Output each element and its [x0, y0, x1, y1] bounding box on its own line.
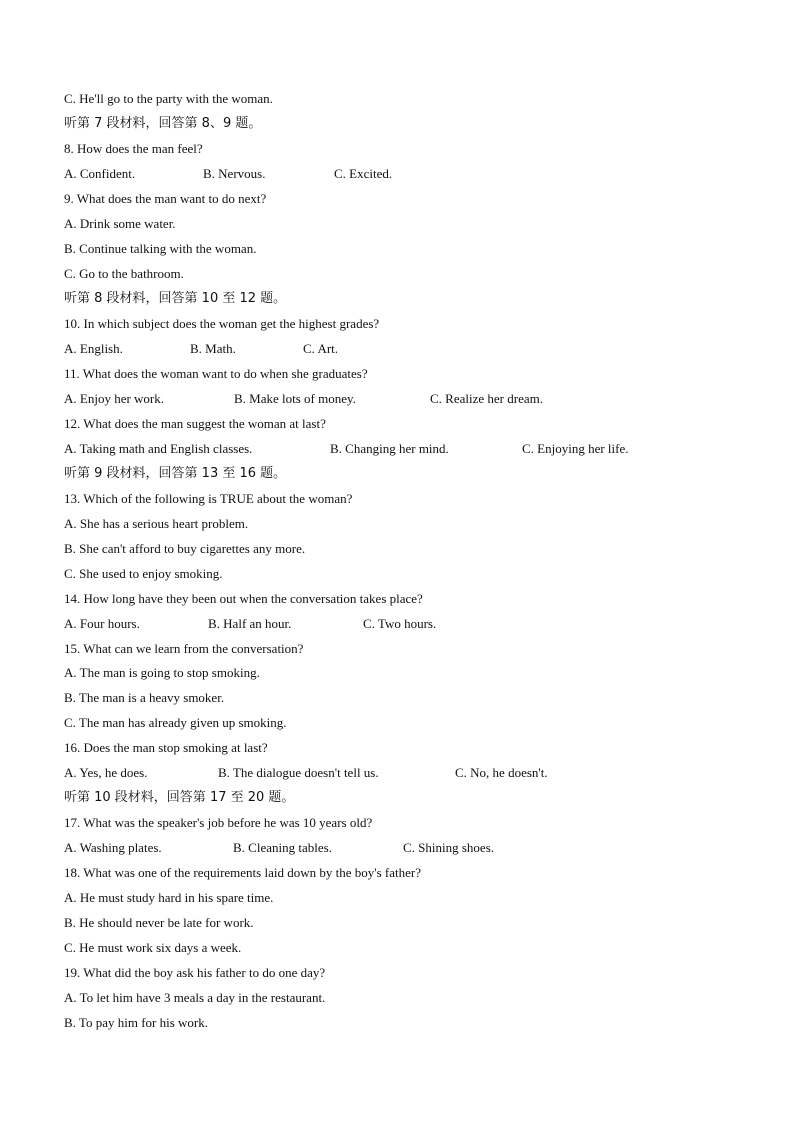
question-9: 9. What does the man want to do next? [64, 191, 267, 206]
question-12-option-c: C. Enjoying her life. [522, 441, 629, 456]
question-14-option-a: A. Four hours. [64, 616, 140, 631]
question-18-option-b: B. He should never be late for work. [64, 915, 254, 930]
question-12-option-b: B. Changing her mind. [330, 441, 449, 456]
question-11-option-b: B. Make lots of money. [234, 391, 356, 406]
question-14-option-c: C. Two hours. [363, 616, 437, 631]
question-10-option-a: A. English. [64, 341, 123, 356]
question-9-option-a: A. Drink some water. [64, 216, 176, 231]
question-17-option-c: C. Shining shoes. [403, 840, 495, 855]
section-7-heading: 听第 7 段材料，回答第 8、9 题。 [64, 116, 262, 131]
question-13-option-c: C. She used to enjoy smoking. [64, 566, 223, 581]
question-10-option-b: B. Math. [190, 341, 236, 356]
question-15: 15. What can we learn from the conversation? [64, 641, 304, 656]
question-10-option-c: C. Art. [303, 341, 339, 356]
question-15-option-c: C. The man has already given up smoking. [64, 715, 287, 730]
section-9-heading: 听第 9 段材料，回答第 13 至 16 题。 [64, 466, 287, 481]
question-8-option-c: C. Excited. [334, 166, 393, 181]
section-10-heading: 听第 10 段材料，回答第 17 至 20 题。 [64, 790, 295, 805]
question-19-option-b: B. To pay him for his work. [64, 1015, 209, 1030]
question-13: 13. Which of the following is TRUE about the woman? [64, 491, 353, 506]
question-13-option-a: A. She has a serious heart problem. [64, 516, 249, 531]
question-19-option-a: A. To let him have 3 meals a day in the restaurant. [64, 990, 326, 1005]
question-14-option-b: B. Half an hour. [208, 616, 292, 631]
question-8-option-a: A. Confident. [64, 166, 136, 181]
question-7-option-c: C. He'll go to the party with the woman. [64, 91, 273, 106]
question-11-option-c: C. Realize her dream. [430, 391, 543, 406]
question-14: 14. How long have they been out when the conversation takes place? [64, 591, 423, 606]
question-8-option-b: B. Nervous. [203, 166, 266, 181]
question-11-option-a: A. Enjoy her work. [64, 391, 165, 406]
question-9-option-b: B. Continue talking with the woman. [64, 241, 257, 256]
question-12: 12. What does the man suggest the woman at last? [64, 416, 326, 431]
question-16-option-b: B. The dialogue doesn't tell us. [218, 765, 379, 780]
question-16-option-a: A. Yes, he does. [64, 765, 148, 780]
question-17-option-a: A. Washing plates. [64, 840, 162, 855]
question-18: 18. What was one of the requirements laid down by the boy's father? [64, 865, 421, 880]
question-18-option-a: A. He must study hard in his spare time. [64, 890, 274, 905]
question-17-option-b: B. Cleaning tables. [233, 840, 332, 855]
question-18-option-c: C. He must work six days a week. [64, 940, 242, 955]
question-12-option-a: A. Taking math and English classes. [64, 441, 253, 456]
question-10: 10. In which subject does the woman get the highest grades? [64, 316, 380, 331]
question-15-option-a: A. The man is going to stop smoking. [64, 665, 260, 680]
question-8: 8. How does the man feel? [64, 141, 203, 156]
question-16: 16. Does the man stop smoking at last? [64, 740, 268, 755]
question-16-option-c: C. No, he doesn't. [455, 765, 548, 780]
question-19: 19. What did the boy ask his father to do one day? [64, 965, 326, 980]
question-13-option-b: B. She can't afford to buy cigarettes any more. [64, 541, 306, 556]
question-17: 17. What was the speaker's job before he was 10 years old? [64, 815, 373, 830]
question-15-option-b: B. The man is a heavy smoker. [64, 690, 225, 705]
section-8-heading: 听第 8 段材料，回答第 10 至 12 题。 [64, 291, 287, 306]
question-9-option-c: C. Go to the bathroom. [64, 266, 184, 281]
question-11: 11. What does the woman want to do when she graduates? [64, 366, 368, 381]
